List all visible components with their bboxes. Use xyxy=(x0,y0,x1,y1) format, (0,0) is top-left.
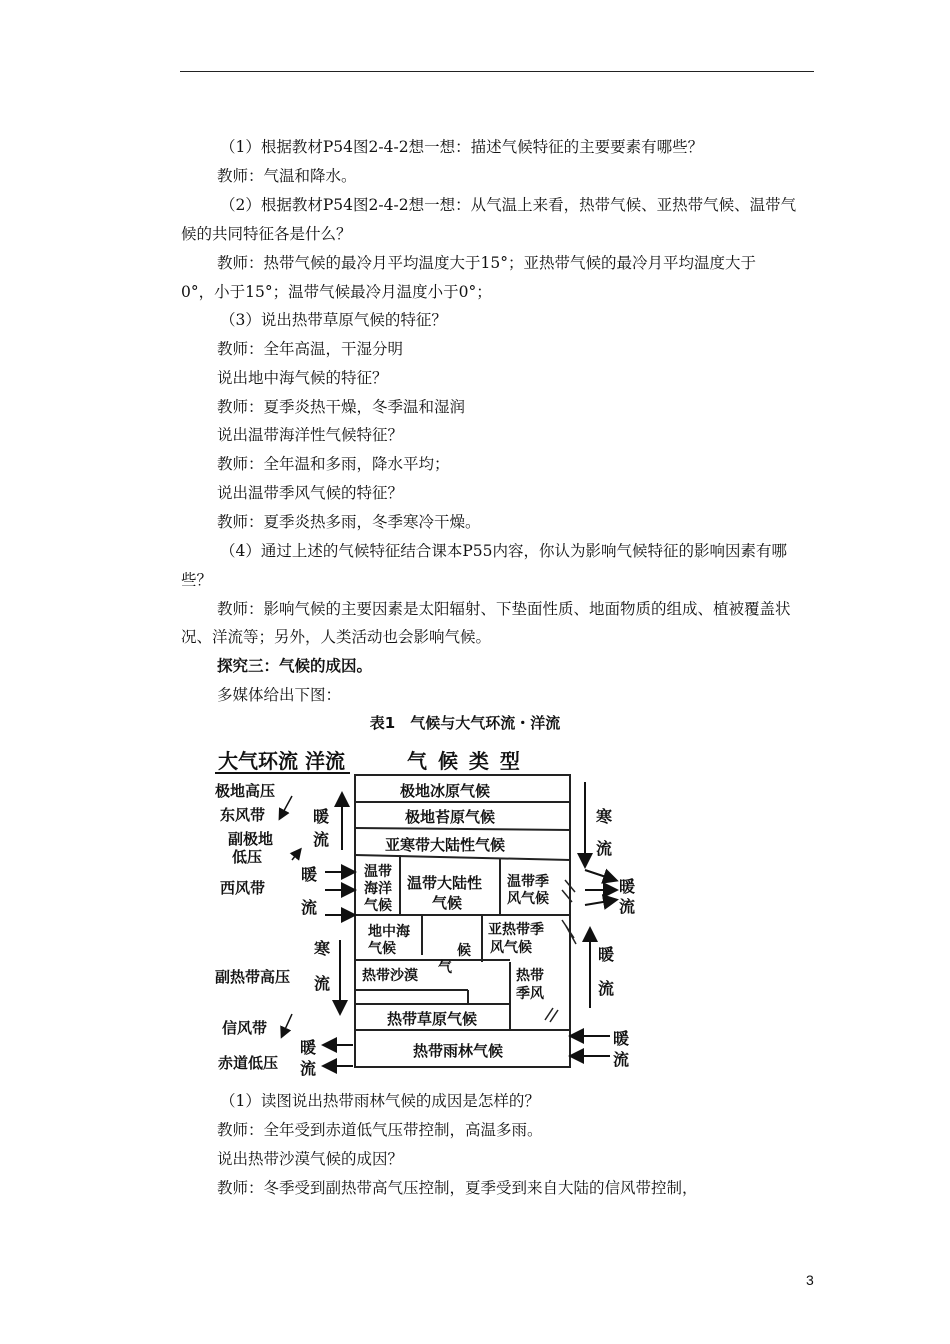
climate-subarctic: 亚寒带大陆性气候 xyxy=(385,836,506,854)
question-1: （1）根据教材P54图2-4-2想一想：描述气候特征的主要要素有哪些？ xyxy=(220,138,704,156)
answer-4-line-2: 况、洋流等；另外，人类活动也会影响气候。 xyxy=(181,628,492,646)
climate-subtrop-monsoon-1: 亚热带季 xyxy=(488,922,544,938)
figure-caption: 表1 气候与大气环流・洋流 xyxy=(369,714,561,732)
right-warm-1-flow: 流 xyxy=(619,897,636,916)
belt-subpolar-1: 副极地 xyxy=(228,830,274,848)
climate-circulation-diagram xyxy=(210,740,650,1085)
left-warm-3-char: 暖 xyxy=(300,1038,317,1057)
left-warm-2-char: 暖 xyxy=(301,865,318,884)
left-warm-2-flow: 流 xyxy=(301,898,318,917)
page-number: 3 xyxy=(806,1272,814,1288)
left-cold-flow: 流 xyxy=(314,974,331,993)
climate-temp-continental-1: 温带大陆性 xyxy=(407,874,483,892)
right-warm-3-flow: 流 xyxy=(613,1050,630,1069)
climate-trop-monsoon-2: 季风 xyxy=(516,986,544,1002)
right-warm-2-char: 暖 xyxy=(598,945,615,964)
belt-equatorial-low: 赤道低压 xyxy=(218,1054,279,1072)
answer-4-line-1: 教师：影响气候的主要因素是太阳辐射、下垫面性质、地面物质的组成、植被覆盖状 xyxy=(217,600,791,618)
right-warm-2-flow: 流 xyxy=(598,979,615,998)
answer-2-line-2: 0°，小于15°；温带气候最冷月温度小于0°； xyxy=(181,283,492,301)
left-warm-1-flow: 流 xyxy=(313,830,330,849)
reading-answer-2: 教师：冬季受到副热带高气压控制，夏季受到来自大陆的信风带控制， xyxy=(217,1179,698,1197)
right-cold-flow: 流 xyxy=(596,839,613,858)
climate-temp-maritime-2: 海洋 xyxy=(364,881,392,897)
question-3d: 说出温带季风气候的特征？ xyxy=(217,484,404,502)
answer-3: 教师：全年高温，干湿分明 xyxy=(217,340,404,358)
belt-subtropical-high: 副热带高压 xyxy=(215,968,291,986)
answer-3b: 教师：夏季炎热干燥，冬季温和湿润 xyxy=(217,398,466,416)
belt-arrows xyxy=(280,796,300,1036)
belt-westerly: 西风带 xyxy=(220,879,266,897)
header-circulation: 大气环流 洋流 xyxy=(218,749,345,773)
climate-char-2: 候 xyxy=(457,943,471,959)
belt-subpolar-2: 低压 xyxy=(232,848,263,866)
answer-1: 教师：气温和降水。 xyxy=(217,167,357,185)
left-warm-3-flow: 流 xyxy=(300,1059,317,1078)
climate-rainforest: 热带雨林气候 xyxy=(413,1042,504,1060)
belt-trade-wind: 信风带 xyxy=(222,1019,268,1037)
monsoon-hatching xyxy=(545,880,576,1022)
climate-subtrop-monsoon-2: 风气候 xyxy=(490,940,532,956)
climate-mediterranean-2: 气候 xyxy=(368,941,396,957)
question-2-line-2: 候的共同特征各是什么？ xyxy=(181,225,352,243)
reading-question-1: （1）读图说出热带雨林气候的成因是怎样的？ xyxy=(220,1092,540,1110)
question-4-line-2: 些？ xyxy=(181,571,213,589)
header-climate-type: 气 候 类 型 xyxy=(407,749,522,773)
answer-3d: 教师：夏季炎热多雨，冬季寒冷干燥。 xyxy=(217,513,481,531)
climate-trop-monsoon-1: 热带 xyxy=(516,968,544,984)
reading-question-2: 说出热带沙漠气候的成因？ xyxy=(217,1150,404,1168)
climate-temp-maritime-1: 温带 xyxy=(364,864,392,880)
climate-mediterranean-1: 地中海 xyxy=(368,924,410,940)
climate-temp-monsoon-2: 风气候 xyxy=(507,891,549,907)
climate-temp-maritime-3: 气候 xyxy=(364,898,392,914)
right-cold-char: 寒 xyxy=(596,807,613,826)
climate-polar-ice: 极地冰原气候 xyxy=(400,782,491,800)
left-current-arrows xyxy=(325,795,353,1066)
right-warm-1-char: 暖 xyxy=(619,877,636,896)
climate-savanna: 热带草原气候 xyxy=(387,1010,478,1028)
climate-temp-continental-2: 气候 xyxy=(432,894,463,912)
right-warm-3-char: 暖 xyxy=(613,1029,630,1048)
climate-temp-monsoon-1: 温带季 xyxy=(507,874,549,890)
answer-2-line-1: 教师：热带气候的最冷月平均温度大于15°；亚热带气候的最冷月平均温度大于 xyxy=(217,254,756,272)
header-rule xyxy=(180,71,814,72)
climate-tundra: 极地苔原气候 xyxy=(405,808,496,826)
climate-char-1: 气 xyxy=(438,960,452,976)
question-3c: 说出温带海洋性气候特征？ xyxy=(217,426,404,444)
question-3b: 说出地中海气候的特征？ xyxy=(217,369,388,387)
media-intro: 多媒体给出下图： xyxy=(217,686,342,704)
answer-3c: 教师：全年温和多雨，降水平均； xyxy=(217,455,450,473)
left-cold-char: 寒 xyxy=(314,939,331,958)
section-heading: 探究三：气候的成因。 xyxy=(217,656,373,675)
left-warm-1-char: 暖 xyxy=(313,807,330,826)
question-3: （3）说出热带草原气候的特征？ xyxy=(220,311,447,329)
belt-polar-high: 极地高压 xyxy=(215,782,276,800)
question-2-line-1: （2）根据教材P54图2-4-2想一想：从气温上来看，热带气候、亚热带气候、温带气 xyxy=(220,196,797,214)
reading-answer-1: 教师：全年受到赤道低气压带控制，高温多雨。 xyxy=(217,1121,543,1139)
climate-desert: 热带沙漠 xyxy=(362,968,418,984)
belt-polar-easterly: 东风带 xyxy=(220,806,266,824)
question-4-line-1: （4）通过上述的气候特征结合课本P55内容，你认为影响气候特征的影响因素有哪 xyxy=(220,542,788,560)
